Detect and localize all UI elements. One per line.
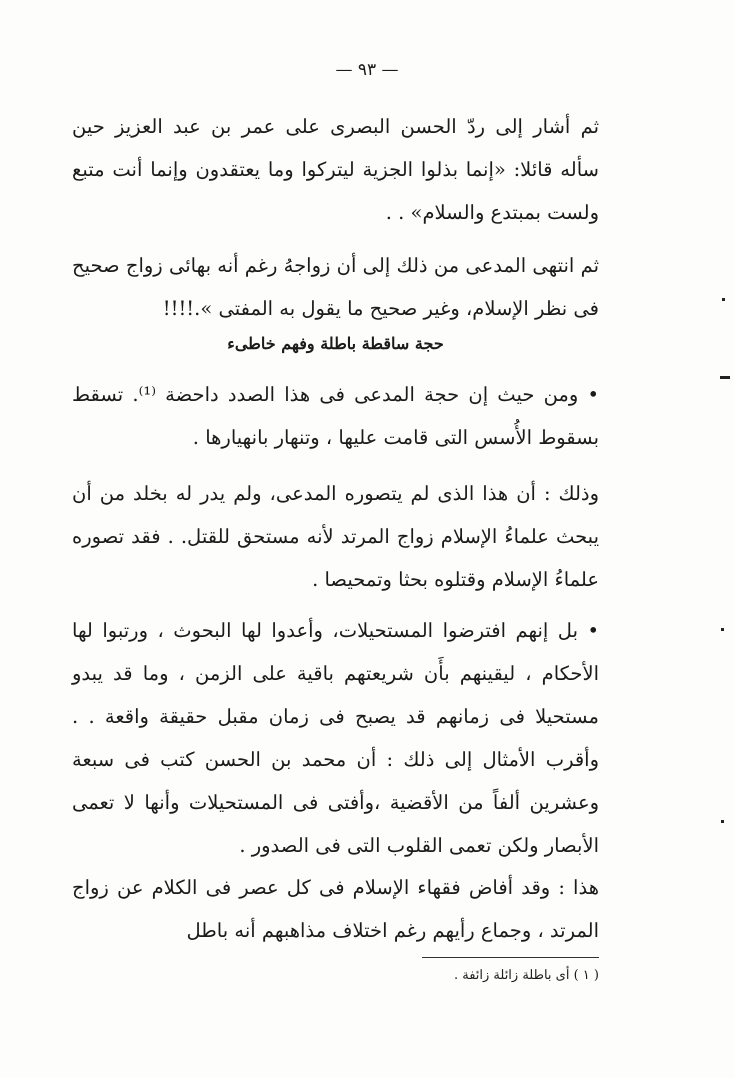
paragraph-jurists-ruling: هذا : وقد أفاض فقهاء الإسلام فى كل عصر فى الكلام عن زواج المرتد ، وجماع رأيهم رغم اختلاف مذاهبهم أنه باطل (72, 876, 599, 942)
paragraph-hasan-basri-quote: ثم أشار إلى ردّ الحسن البصرى على عمر بن عبد العزيز حين سأله قائلا: «إنما بذلوا الجزية ليتركوا وما يعتقدون وإنما أنت متبع ولست بمبتدع والسلام» . . (72, 115, 599, 224)
margin-speck (721, 820, 724, 823)
paragraph-scholars-examined: وذلك : أن هذا الذى لم يتصوره المدعى، ولم يدر له بخلد من أن يبحث علماءُ الإسلام زواج المرتد لأنه مستحق للقتل. . فقد تصوره علماءُ الإسلام وقتلوه بحثا وتمحيصا . (72, 482, 599, 591)
page-number: — ٩٣ — (335, 60, 399, 80)
margin-tick (720, 376, 730, 379)
section-heading: حجة ساقطة باطلة وفهم خاطىء (227, 334, 444, 353)
paragraph-impossibilities: • بل إنهم افترضوا المستحيلات، وأعدوا لها البحوث ، ورتبوا لها الأحكام ، ليقينهم بأَن شريعتهم باقية على الزمن ، وما قد يبدو مستحيلا فى زمانهم قد يصبح فى زمان مقبل حقيقة واقعة . . وأقرب الأمثال إلى ذلك : أن محمد بن الحسن كتب فى سبعة وعشرين ألفاً من الأقضية ،وأفتى فى المستحيلات وأنها لا تعمى الأبصار ولكن تعمى القلوب التى فى الصدور . (72, 619, 599, 857)
margin-speck (721, 628, 724, 631)
margin-speck (722, 298, 725, 301)
footnote-divider (422, 957, 599, 958)
paragraph-argument-refuted: • ومن حيث إن حجة المدعى فى هذا الصدد داحضة ⁽¹⁾. تسقط بسقوط الأُسس التى قامت عليها ، وتنهار بانهيارها . (72, 383, 599, 449)
paragraph-claimant-conclusion: ثم انتهى المدعى من ذلك إلى أن زواجهُ رغم أنه بهائى زواج صحيح فى نظر الإسلام، وغير صحيح ما يقول به المفتى ».!!!! (72, 254, 599, 320)
footnote: ( ١ ) أى باطلة زائلة زائفة . (453, 968, 599, 983)
